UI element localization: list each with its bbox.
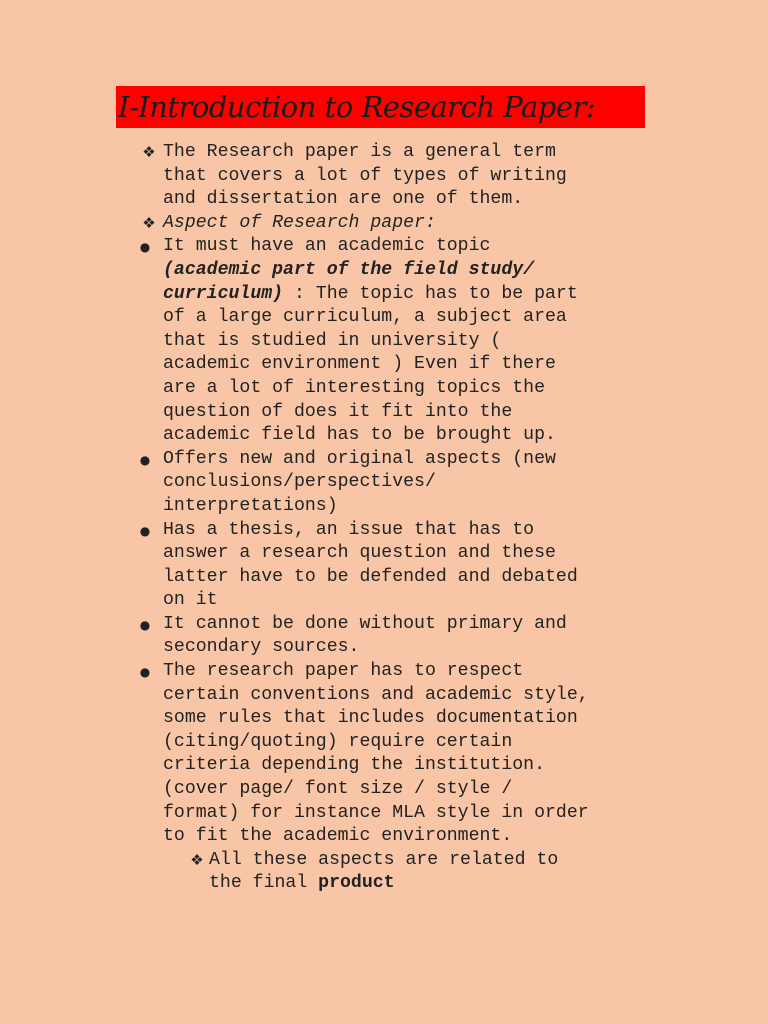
aspect-heading	[0, 212, 653, 236]
text-line: that covers a lot of types of writing	[163, 165, 567, 186]
text-line: The research paper has to respect	[163, 661, 524, 682]
text-line: Offers new and original aspects (new	[163, 448, 556, 469]
text-line: are a lot of interesting topics the	[163, 377, 545, 398]
section-heading: Aspect of Research paper:	[163, 212, 436, 233]
round-bullet-icon: ●	[139, 240, 151, 255]
text-line: criteria depending the institution.	[163, 755, 545, 776]
text-line: conclusions/perspectives/	[163, 472, 436, 493]
list-item	[0, 448, 653, 519]
text-line: It must have an academic topic	[163, 236, 491, 257]
text-line: Has a thesis, an issue that has to	[163, 519, 535, 540]
text-line: interpretations)	[163, 495, 338, 516]
text-bold: product	[318, 873, 395, 894]
text-line: All these aspects are related to	[209, 849, 559, 870]
text-line: (citing/quoting) require certain	[163, 731, 513, 752]
sub-point	[0, 849, 653, 896]
round-bullet-icon: ●	[139, 452, 151, 467]
list-item	[0, 235, 653, 447]
text-line: It cannot be done without primary and	[163, 613, 567, 634]
diamond-bullet-icon: ❖	[142, 213, 156, 232]
diamond-bullet-icon: ❖	[142, 143, 156, 161]
text-line: on it	[163, 590, 218, 611]
round-bullet-icon: ●	[139, 617, 151, 632]
document-body	[0, 141, 768, 896]
diamond-bullet-icon: ❖	[190, 850, 204, 869]
text-line: (cover page/ font size / style /	[163, 779, 513, 800]
text-line: latter have to be defended and debated	[163, 566, 578, 587]
text-line: answer a research question and these	[163, 543, 556, 564]
round-bullet-icon: ●	[139, 665, 151, 680]
text-line: question of does it fit into the	[163, 401, 513, 422]
list-item	[0, 613, 653, 660]
text-line: of a large curriculum, a subject area	[163, 307, 567, 328]
text-line: academic field has to be brought up.	[163, 425, 556, 446]
text-bold-italic: curriculum)	[163, 283, 284, 304]
list-item	[0, 660, 653, 849]
text-line: academic environment ) Even if there	[163, 354, 556, 375]
text-line: format) for instance MLA style in order	[163, 802, 589, 823]
page-title: I-Introduction to Research Paper:	[116, 86, 645, 128]
text-line: to fit the academic environment.	[163, 826, 513, 847]
intro-paragraph	[0, 141, 653, 212]
round-bullet-icon: ●	[139, 523, 151, 538]
list-item	[0, 519, 653, 613]
text-line: some rules that includes documentation	[163, 708, 578, 729]
text-line: secondary sources.	[163, 637, 360, 658]
text-line: and dissertation are one of them.	[163, 189, 524, 210]
text-inline: : The topic has to be part	[283, 283, 578, 304]
text-line: that is studied in university (	[163, 330, 502, 351]
text-line: The Research paper is a general term	[163, 142, 556, 162]
text-inline: the final	[209, 873, 319, 894]
text-line-bold-italic: (academic part of the field study/	[163, 259, 535, 280]
text-line: certain conventions and academic style,	[163, 684, 589, 705]
